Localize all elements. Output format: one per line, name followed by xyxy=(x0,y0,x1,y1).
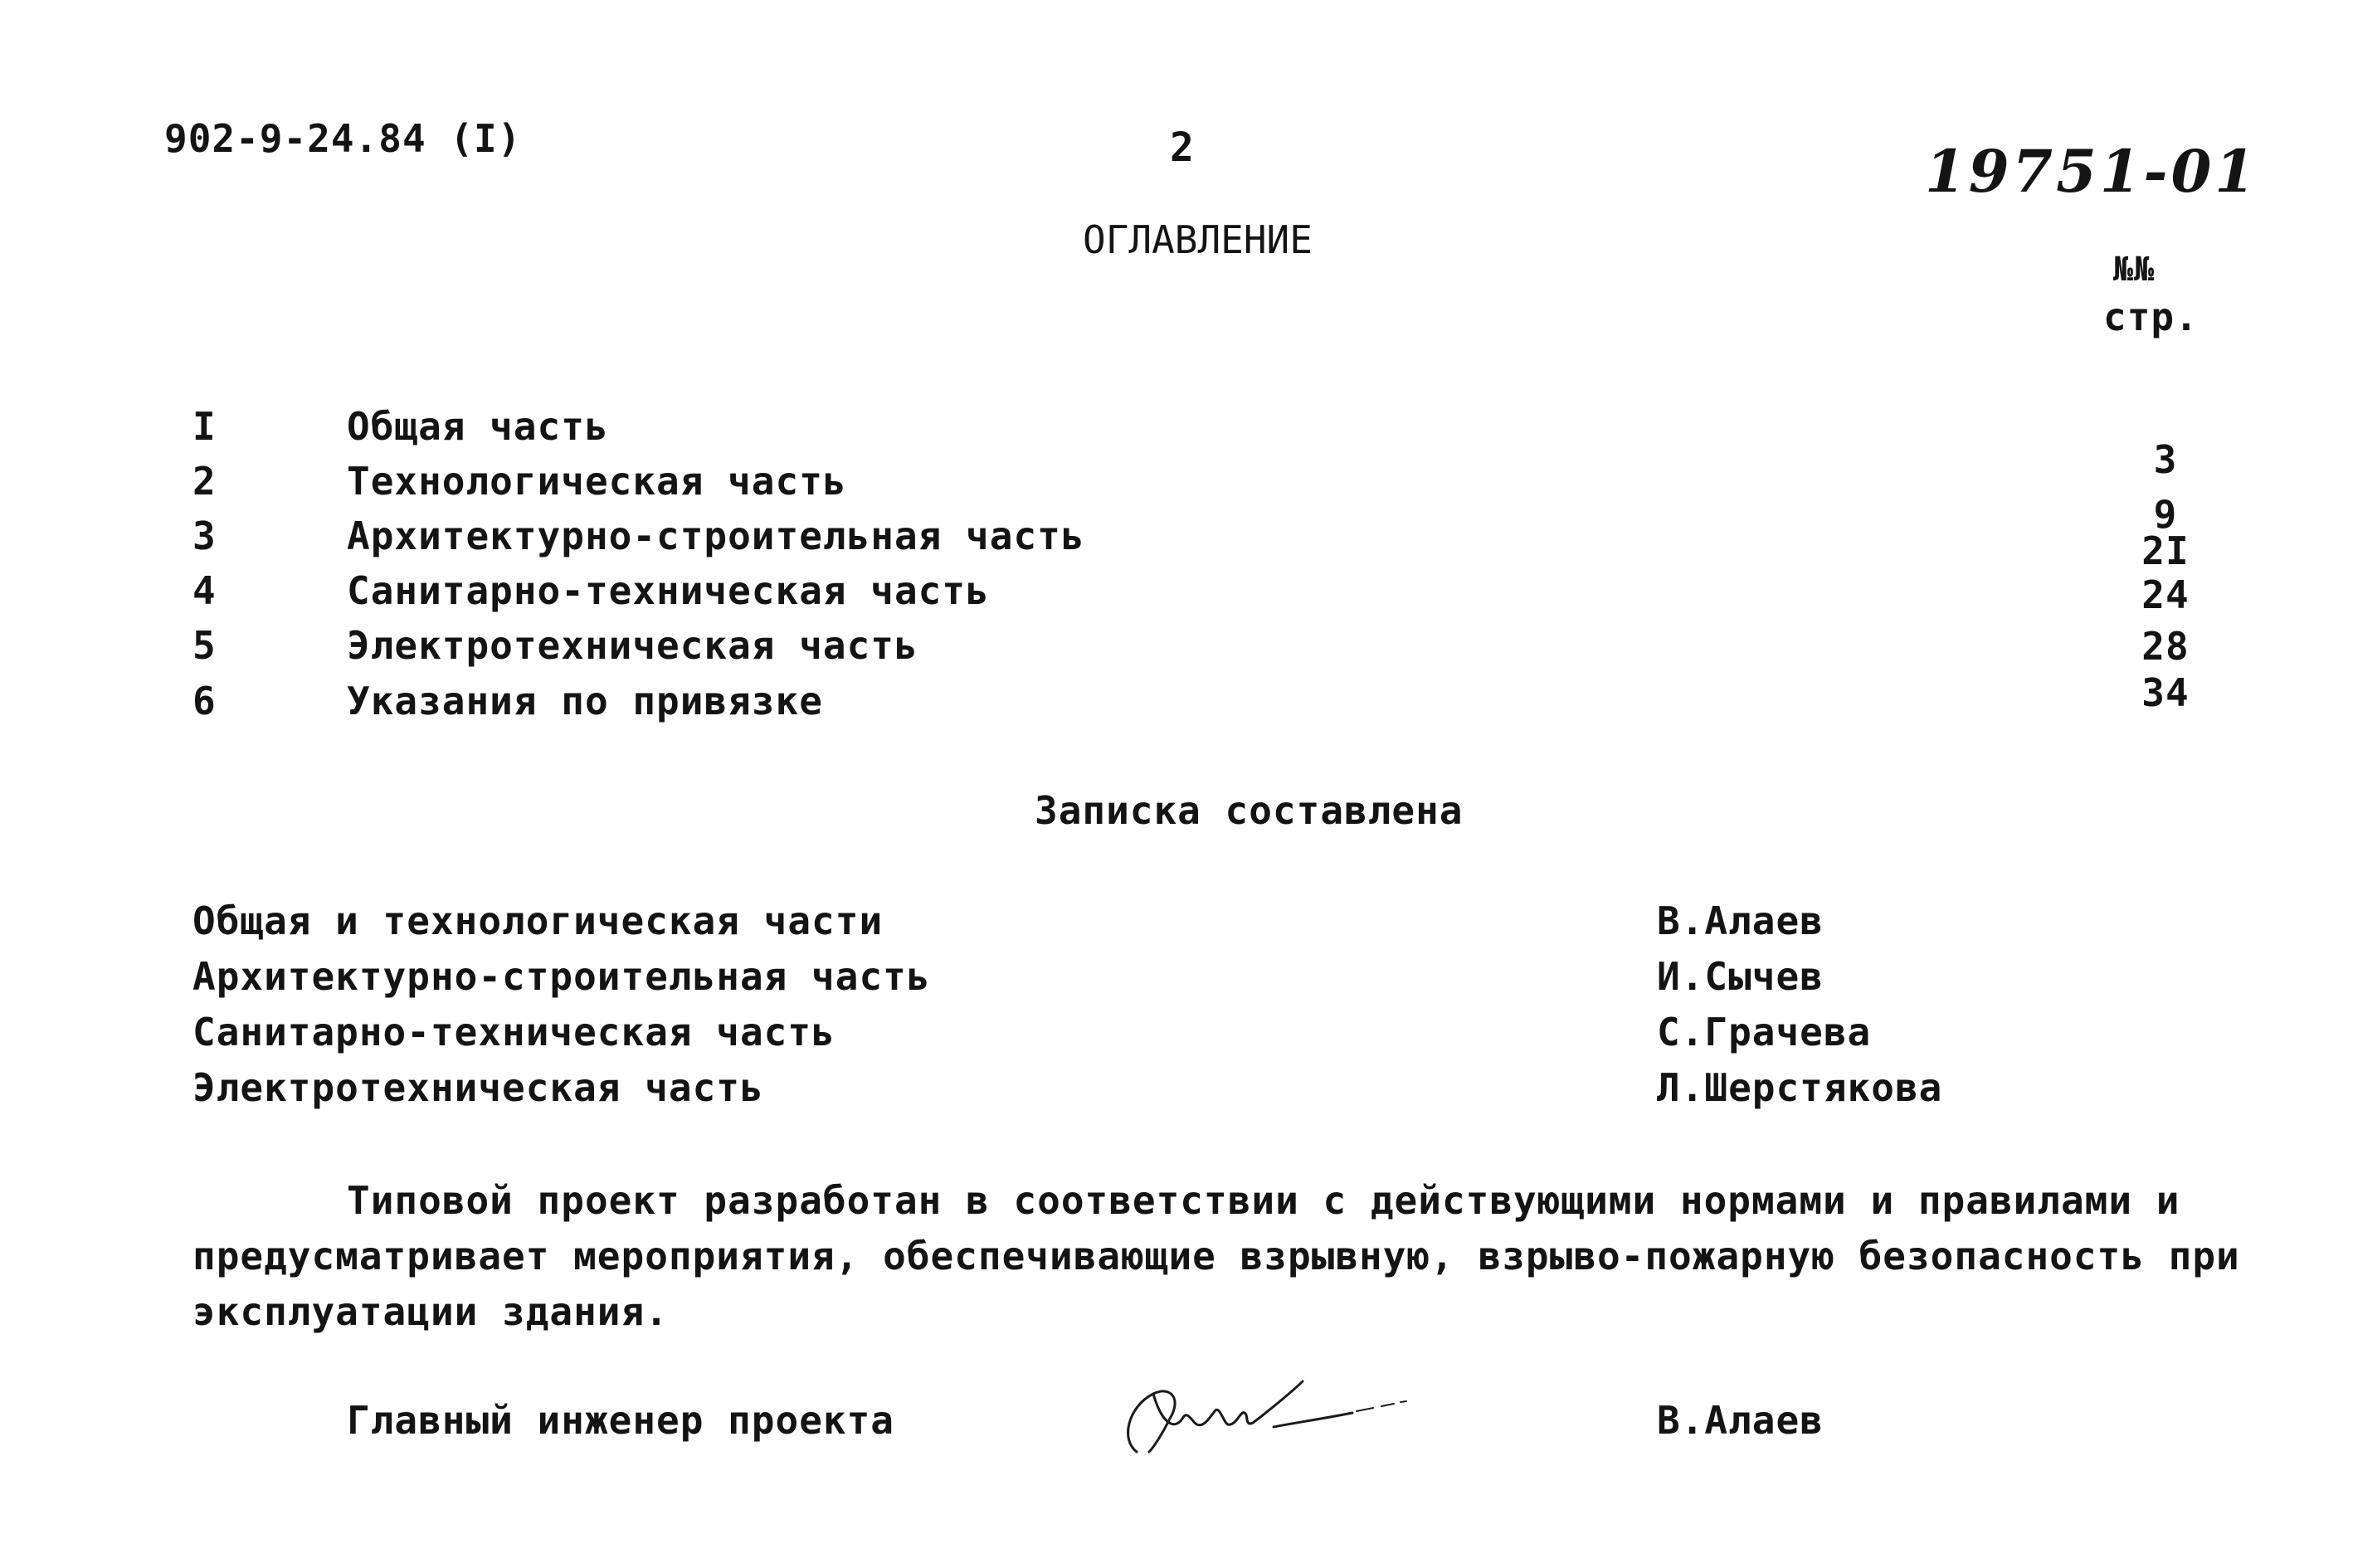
author-name: И.Сычев xyxy=(1657,954,1824,999)
toc-item-title: Указания по привязке xyxy=(347,679,823,723)
signature-name: В.Алаев xyxy=(1657,1398,1824,1443)
signature-label: Главный инженер проекта xyxy=(347,1398,894,1443)
author-name: Л.Шерстякова xyxy=(1657,1065,1943,1110)
authors-heading: Записка составлена xyxy=(1035,788,1464,833)
toc-item-title: Санитарно-техническая часть xyxy=(347,568,990,613)
page-column-marker: №№ xyxy=(2113,251,2156,289)
toc-item-number: 5 xyxy=(192,623,217,668)
author-section: Санитарно-техническая часть xyxy=(192,1010,835,1054)
archive-number: 19751-01 xyxy=(1925,137,2258,206)
page-number: 2 xyxy=(1170,124,1195,171)
toc-item-title: Архитектурно-строительная часть xyxy=(347,514,1085,558)
toc-item-title: Электротехническая часть xyxy=(347,623,918,668)
toc-item-number: 2 xyxy=(192,459,217,504)
toc-item-page: 24 xyxy=(2141,572,2190,617)
handwritten-signature xyxy=(1103,1373,1419,1464)
author-name: В.Алаев xyxy=(1657,898,1824,943)
toc-item-number: 3 xyxy=(192,514,217,558)
toc-item-title: Технологическая часть xyxy=(347,459,847,504)
statement-line: эксплуатации здания. xyxy=(192,1289,669,1334)
toc-item-number: I xyxy=(192,404,217,449)
toc-item-page: 34 xyxy=(2141,670,2190,715)
author-name: С.Грачева xyxy=(1657,1010,1872,1054)
author-section: Архитектурно-строительная часть xyxy=(192,954,931,999)
toc-item-number: 6 xyxy=(192,679,217,723)
author-section: Электротехническая часть xyxy=(192,1065,764,1110)
document-code: 902-9-24.84 (I) xyxy=(164,116,522,161)
toc-title: ОГЛАВЛЕНИЕ xyxy=(1083,217,1313,262)
toc-item-page: 3 xyxy=(2153,437,2178,482)
author-section: Общая и технологическая части xyxy=(192,898,884,943)
toc-item-page: 9 xyxy=(2153,492,2178,537)
page-column-label: стр. xyxy=(2103,295,2199,339)
toc-item-number: 4 xyxy=(192,568,217,613)
statement-line: Типовой проект разработан в соответствии с действующими нормами и правилами и xyxy=(347,1178,2180,1223)
statement-line: предусматривает мероприятия, обеспечивающие взрывную, взрыво-пожарную безопасность при xyxy=(192,1234,2240,1278)
toc-item-page: 2I xyxy=(2141,528,2190,573)
toc-item-page: 28 xyxy=(2141,624,2190,669)
toc-item-title: Общая часть xyxy=(347,404,609,449)
